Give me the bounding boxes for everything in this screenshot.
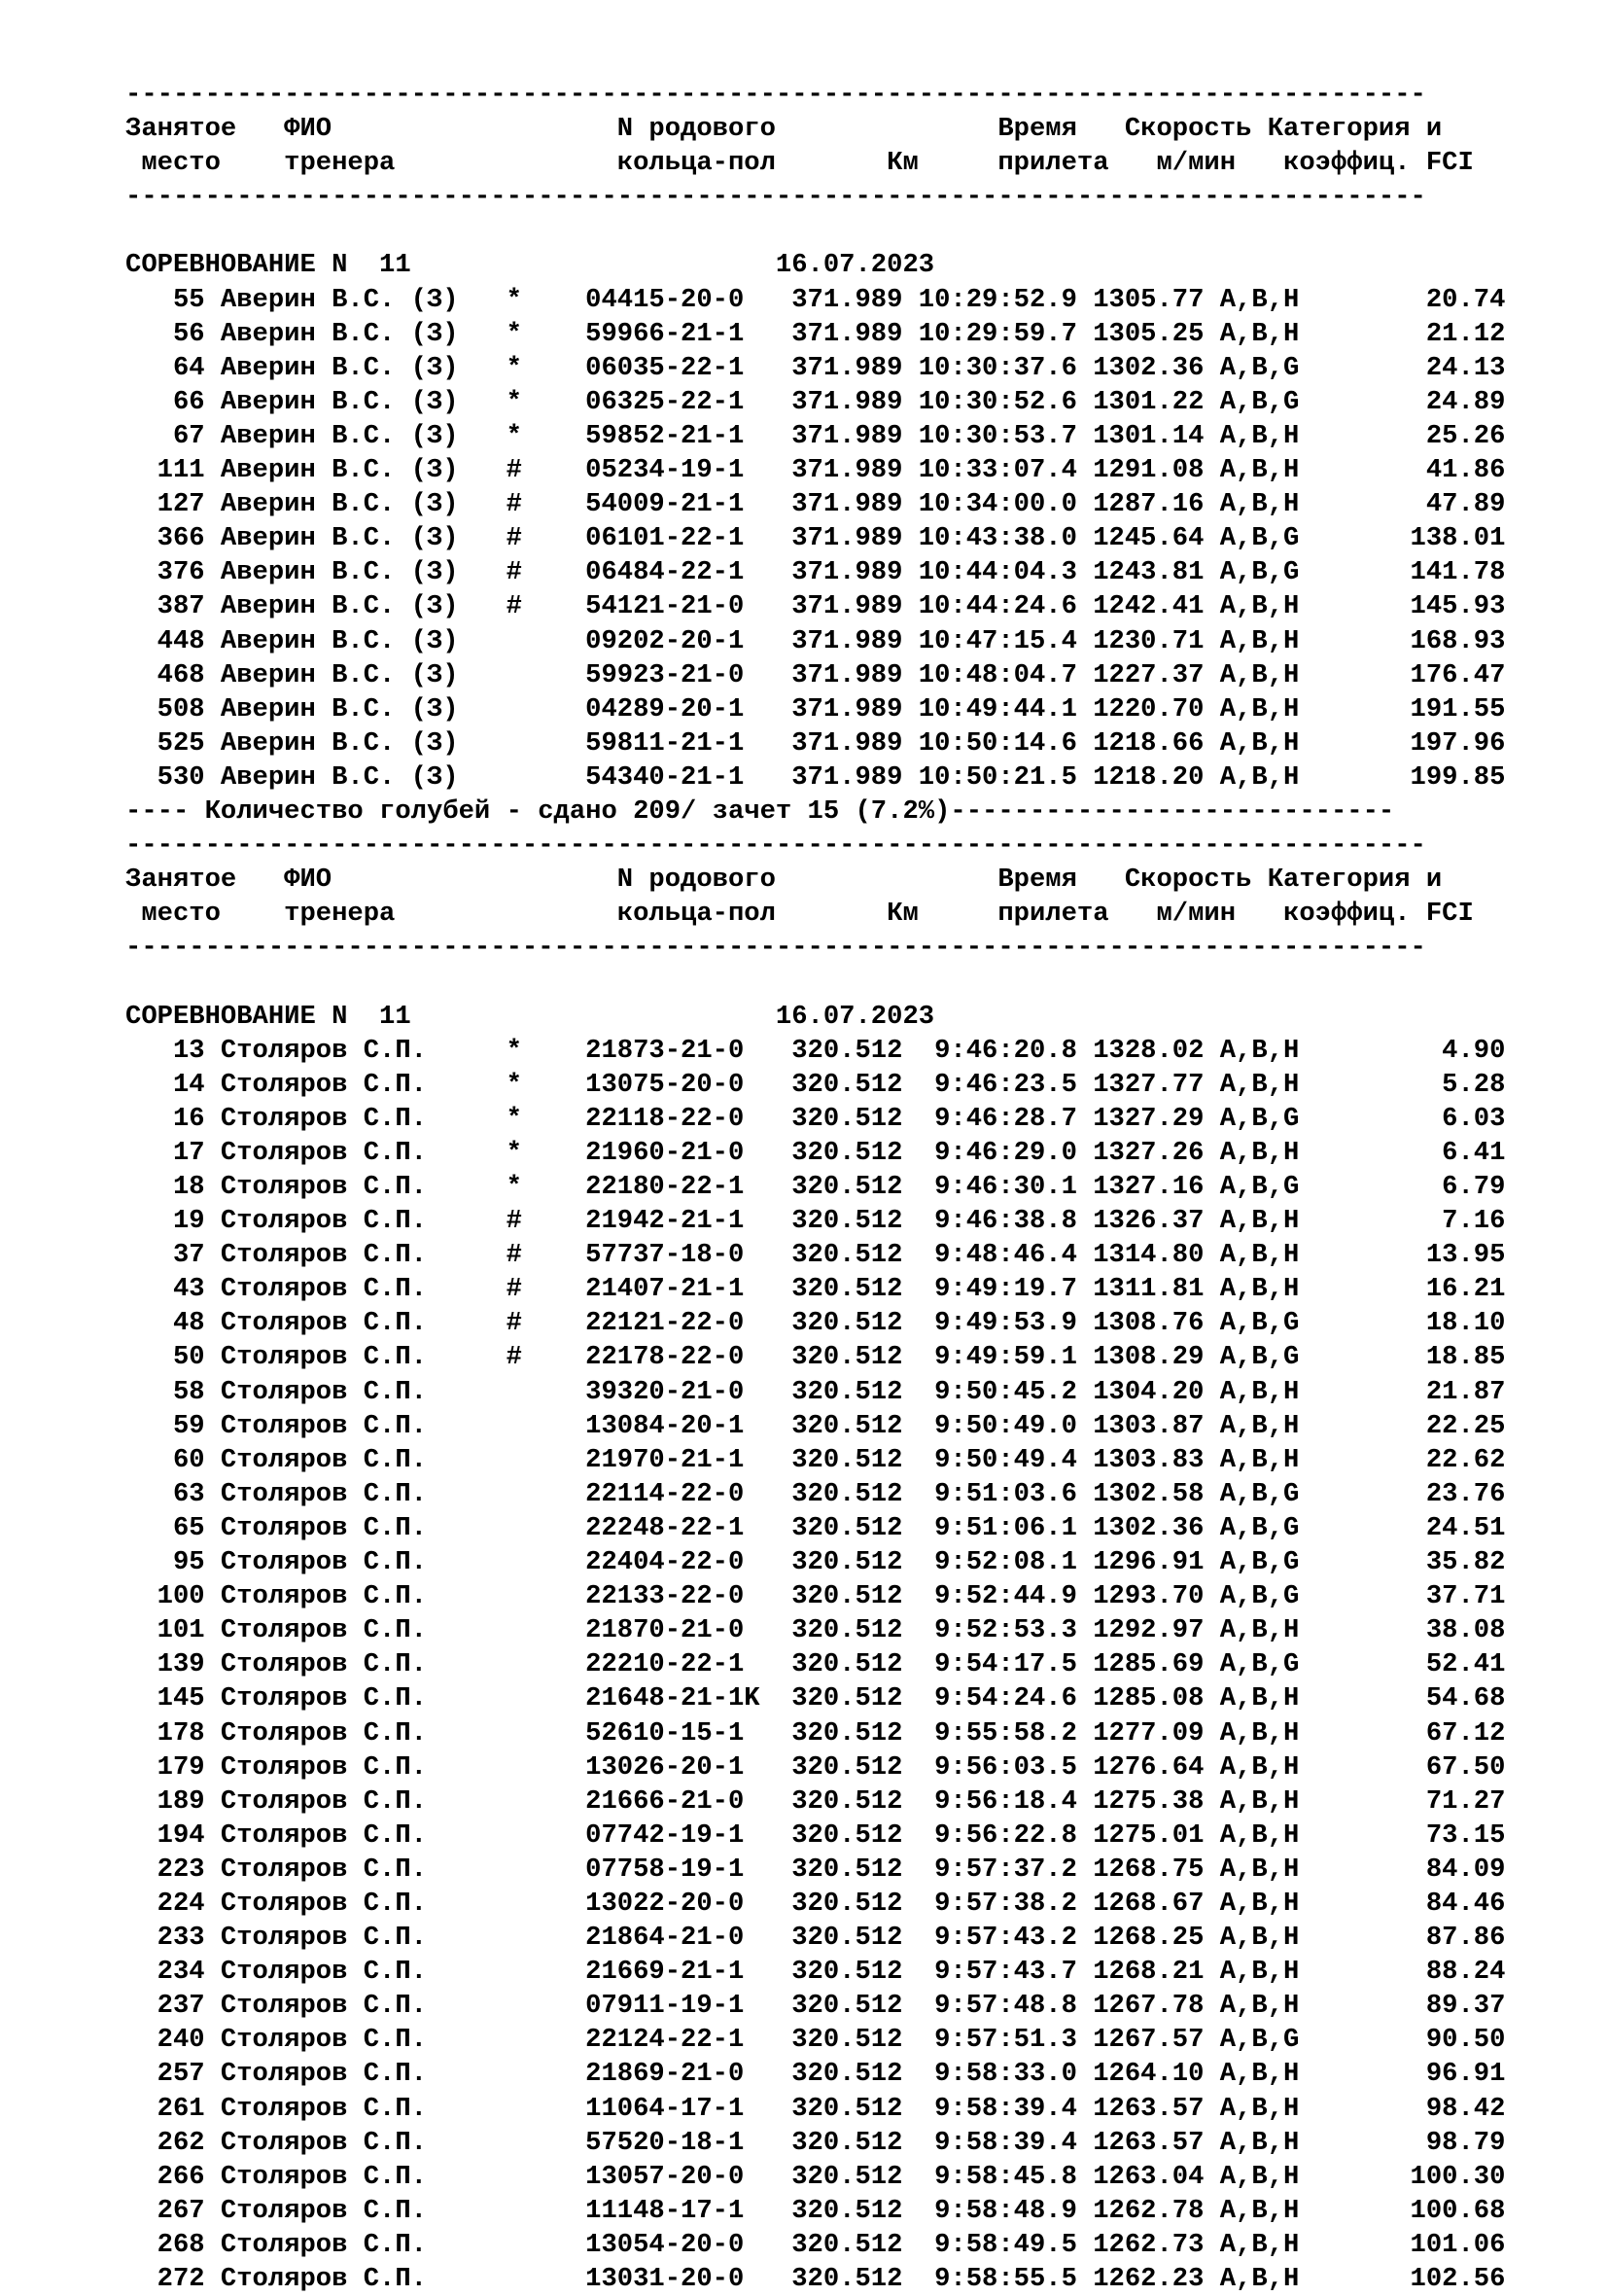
result-row: 59 Столяров С.П. 13084-20-1 320.512 9:50:49.0 1303.87 A,B,H 22.25 xyxy=(125,1410,1506,1441)
blank-line xyxy=(125,214,1505,248)
result-row: 17 Столяров С.П. * 21960-21-0 320.512 9:46:29.0 1327.26 A,B,H 6.41 xyxy=(125,1137,1506,1168)
result-row: 223 Столяров С.П. 07758-19-1 320.512 9:57:37.2 1268.75 A,B,H 84.09 xyxy=(125,1854,1506,1885)
result-row: 65 Столяров С.П. 22248-22-1 320.512 9:51:06.1 1302.36 A,B,G 24.51 xyxy=(125,1512,1506,1543)
result-row: 43 Столяров С.П. # 21407-21-1 320.512 9:49:19.7 1311.81 A,B,H 16.21 xyxy=(125,1274,1506,1305)
competition-header: СОРЕВНОВАНИЕ N 11 16.07.2023 xyxy=(125,250,935,281)
result-row: 224 Столяров С.П. 13022-20-0 320.512 9:57:38.2 1268.67 A,B,H 84.46 xyxy=(125,1888,1506,1919)
result-row: 139 Столяров С.П. 22210-22-1 320.512 9:54:17.5 1285.69 A,B,G 52.41 xyxy=(125,1649,1506,1680)
result-row: 234 Столяров С.П. 21669-21-1 320.512 9:57:43.7 1268.21 A,B,H 88.24 xyxy=(125,1957,1506,1988)
result-row: 16 Столяров С.П. * 22118-22-0 320.512 9:46:28.7 1327.29 A,B,G 6.03 xyxy=(125,1103,1506,1134)
result-row: 189 Столяров С.П. 21666-21-0 320.512 9:56:18.4 1275.38 A,B,H 71.27 xyxy=(125,1785,1506,1817)
result-row: 64 Аверин В.С. (З) * 06035-22-1 371.989 10:30:37.6 1302.36 A,B,G 24.13 xyxy=(125,352,1506,383)
result-row: 366 Аверин В.С. (З) # 06101-22-1 371.989 10:43:38.0 1245.64 A,B,G 138.01 xyxy=(125,523,1506,554)
result-row: 145 Столяров С.П. 21648-21-1K 320.512 9:54:24.6 1285.08 A,B,H 54.68 xyxy=(125,1683,1506,1714)
section-summary: ---- Количество голубей - сдано 209/ зачет 15 (7.2%)---------------------------- xyxy=(125,795,1395,827)
result-row: 19 Столяров С.П. # 21942-21-1 320.512 9:46:38.8 1326.37 A,B,H 7.16 xyxy=(125,1206,1506,1237)
results-document xyxy=(125,78,1505,2296)
column-header-line-2: место тренера кольца-пол Км прилета м/мин коэффиц. FCI xyxy=(125,899,1474,930)
result-row: 63 Столяров С.П. 22114-22-0 320.512 9:51:03.6 1302.58 A,B,G 23.76 xyxy=(125,1478,1506,1509)
result-row: 100 Столяров С.П. 22133-22-0 320.512 9:52:44.9 1293.70 A,B,G 37.71 xyxy=(125,1581,1506,1612)
result-row: 50 Столяров С.П. # 22178-22-0 320.512 9:49:59.1 1308.29 A,B,G 18.85 xyxy=(125,1342,1506,1373)
result-row: 66 Аверин В.С. (З) * 06325-22-1 371.989 10:30:52.6 1301.22 A,B,G 24.89 xyxy=(125,386,1506,417)
result-row: 266 Столяров С.П. 13057-20-0 320.512 9:58:45.8 1263.04 A,B,H 100.30 xyxy=(125,2161,1506,2192)
result-row: 111 Аверин В.С. (З) # 05234-19-1 371.989 10:33:07.4 1291.08 A,B,H 41.86 xyxy=(125,455,1506,486)
rule-line: ---------------------------------------------------------------------------------- xyxy=(125,182,1426,213)
result-row: 448 Аверин В.С. (З) 09202-20-1 371.989 10:47:15.4 1230.71 A,B,H 168.93 xyxy=(125,625,1506,656)
result-row: 101 Столяров С.П. 21870-21-0 320.512 9:52:53.3 1292.97 A,B,H 38.08 xyxy=(125,1615,1506,1646)
result-row: 376 Аверин В.С. (З) # 06484-22-1 371.989 10:44:04.3 1243.81 A,B,G 141.78 xyxy=(125,557,1506,588)
rule-line: ---------------------------------------------------------------------------------- xyxy=(125,830,1426,862)
result-row: 387 Аверин В.С. (З) # 54121-21-0 371.989 10:44:24.6 1242.41 A,B,H 145.93 xyxy=(125,591,1506,622)
result-row: 179 Столяров С.П. 13026-20-1 320.512 9:56:03.5 1276.64 A,B,H 67.50 xyxy=(125,1751,1506,1783)
result-row: 257 Столяров С.П. 21869-21-0 320.512 9:58:33.0 1264.10 A,B,H 96.91 xyxy=(125,2059,1506,2090)
column-header-line-1: Занятое ФИО N родового Время Скорость Категория и xyxy=(125,865,1443,896)
result-row: 525 Аверин В.С. (З) 59811-21-1 371.989 10:50:14.6 1218.66 A,B,H 197.96 xyxy=(125,727,1506,759)
result-row: 530 Аверин В.С. (З) 54340-21-1 371.989 10:50:21.5 1218.20 A,B,H 199.85 xyxy=(125,761,1506,793)
result-row: 194 Столяров С.П. 07742-19-1 320.512 9:56:22.8 1275.01 A,B,H 73.15 xyxy=(125,1819,1506,1851)
result-row: 268 Столяров С.П. 13054-20-0 320.512 9:58:49.5 1262.73 A,B,H 101.06 xyxy=(125,2229,1506,2260)
result-row: 13 Столяров С.П. * 21873-21-0 320.512 9:46:20.8 1328.02 A,B,H 4.90 xyxy=(125,1035,1506,1066)
rule-line: ---------------------------------------------------------------------------------- xyxy=(125,933,1426,964)
result-row: 237 Столяров С.П. 07911-19-1 320.512 9:57:48.8 1267.78 A,B,H 89.37 xyxy=(125,1991,1506,2022)
result-row: 240 Столяров С.П. 22124-22-1 320.512 9:57:51.3 1267.57 A,B,G 90.50 xyxy=(125,2025,1506,2056)
result-row: 14 Столяров С.П. * 13075-20-0 320.512 9:46:23.5 1327.77 A,B,H 5.28 xyxy=(125,1069,1506,1100)
result-row: 58 Столяров С.П. 39320-21-0 320.512 9:50:45.2 1304.20 A,B,H 21.87 xyxy=(125,1376,1506,1407)
result-row: 18 Столяров С.П. * 22180-22-1 320.512 9:46:30.1 1327.16 A,B,G 6.79 xyxy=(125,1172,1506,1202)
result-row: 55 Аверин В.С. (З) * 04415-20-0 371.989 10:29:52.9 1305.77 A,B,H 20.74 xyxy=(125,284,1506,315)
column-header-line-2: место тренера кольца-пол Км прилета м/мин коэффиц. FCI xyxy=(125,148,1474,179)
result-row: 56 Аверин В.С. (З) * 59966-21-1 371.989 10:29:59.7 1305.25 A,B,H 21.12 xyxy=(125,318,1506,349)
result-row: 267 Столяров С.П. 11148-17-1 320.512 9:58:48.9 1262.78 A,B,H 100.68 xyxy=(125,2195,1506,2226)
result-row: 233 Столяров С.П. 21864-21-0 320.512 9:57:43.2 1268.25 A,B,H 87.86 xyxy=(125,1923,1506,1954)
competition-header: СОРЕВНОВАНИЕ N 11 16.07.2023 xyxy=(125,1001,935,1032)
result-row: 262 Столяров С.П. 57520-18-1 320.512 9:58:39.4 1263.57 A,B,H 98.79 xyxy=(125,2127,1506,2158)
result-row: 272 Столяров С.П. 13031-20-0 320.512 9:58:55.5 1262.23 A,B,H 102.56 xyxy=(125,2264,1506,2294)
result-row: 60 Столяров С.П. 21970-21-1 320.512 9:50:49.4 1303.83 A,B,H 22.62 xyxy=(125,1444,1506,1475)
column-header-line-1: Занятое ФИО N родового Время Скорость Категория и xyxy=(125,114,1443,145)
result-row: 178 Столяров С.П. 52610-15-1 320.512 9:55:58.2 1277.09 A,B,H 67.12 xyxy=(125,1717,1506,1748)
result-row: 508 Аверин В.С. (З) 04289-20-1 371.989 10:49:44.1 1220.70 A,B,H 191.55 xyxy=(125,693,1506,724)
result-row: 67 Аверин В.С. (З) * 59852-21-1 371.989 10:30:53.7 1301.14 A,B,H 25.26 xyxy=(125,420,1506,451)
result-row: 261 Столяров С.П. 11064-17-1 320.512 9:58:39.4 1263.57 A,B,H 98.42 xyxy=(125,2093,1506,2124)
result-row: 127 Аверин В.С. (З) # 54009-21-1 371.989 10:34:00.0 1287.16 A,B,H 47.89 xyxy=(125,489,1506,520)
result-row: 37 Столяров С.П. # 57737-18-0 320.512 9:48:46.4 1314.80 A,B,H 13.95 xyxy=(125,1240,1506,1271)
result-row: 48 Столяров С.П. # 22121-22-0 320.512 9:49:53.9 1308.76 A,B,G 18.10 xyxy=(125,1308,1506,1339)
rule-line: ---------------------------------------------------------------------------------- xyxy=(125,80,1426,110)
result-row: 468 Аверин В.С. (З) 59923-21-0 371.989 10:48:04.7 1227.37 A,B,H 176.47 xyxy=(125,659,1506,690)
result-row: 95 Столяров С.П. 22404-22-0 320.512 9:52:08.1 1296.91 A,B,G 35.82 xyxy=(125,1547,1506,1578)
blank-line xyxy=(125,965,1505,999)
